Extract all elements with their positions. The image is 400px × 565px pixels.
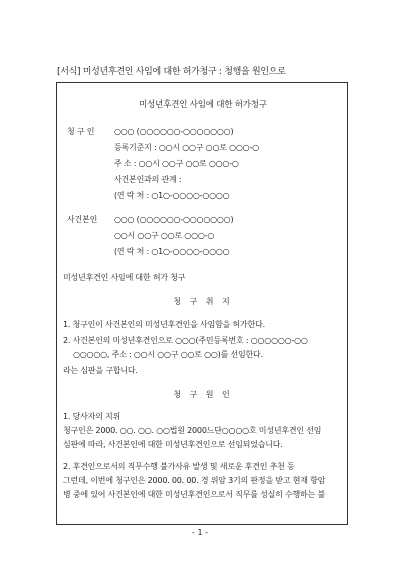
- cause-section-2-line-2: 병 중에 있어 사건본인에 대한 미성년후견인으로서 직무를 성실히 수행하는 불: [63, 490, 325, 499]
- claimant-domicile: 등록기준지 : ○○시 ○○구 ○○로 ○○○-○: [114, 143, 259, 152]
- cause-section-1-title: 1. 당사자의 지위: [63, 412, 121, 421]
- document-box: [56, 82, 348, 525]
- claimant-name-id: ○○○ (○○○○○○-○○○○○○○): [114, 127, 234, 136]
- cause-section-1-line-2: 심판에 따라, 사건본인에 대한 미성년후견인으로 선임되었습니다.: [63, 440, 283, 449]
- cause-section-2-title: 2. 후견인으로서의 직무수행 불가사유 발생 및 새로운 후견인 추천 등: [63, 462, 295, 471]
- purpose-item-1: 1. 청구인이 사건본인의 미성년후견인을 사임함을 허가한다.: [63, 320, 265, 329]
- claimant-contact: (연 락 처 : ○1○-○○○○-○○○○: [114, 191, 230, 200]
- subject-name-id: ○○○ (○○○○○○-○○○○○○○): [114, 215, 234, 224]
- purpose-item-2-line-1: 2. 사건본인의 미성년후견인으로 ○○○(주민등록번호 : ○○○○○○-○○: [63, 336, 308, 345]
- cause-section-2-line-1: 그런데, 이번에 청구인은 2000. 00. 00. 경 위암 3기의 판정을 받고 현재 항암: [63, 476, 326, 485]
- claimant-relation: 사건본인과의 관계 :: [114, 175, 182, 184]
- claimant-address: 주 소 : ○○시 ○○구 ○○로 ○○○-○: [114, 159, 239, 168]
- purpose-heading: 청 구 취 지: [173, 297, 233, 306]
- subject-contact: (연 락 처 : ○1○-○○○○-○○○○: [114, 247, 230, 256]
- page-number: - 1 -: [192, 528, 208, 537]
- cause-heading: 청 구 원 인: [173, 390, 233, 399]
- subject-address: ○○시 ○○구 ○○로 ○○○-○: [114, 231, 215, 240]
- purpose-closing: 라는 심판을 구합니다.: [63, 366, 138, 375]
- subject-label: 사건본인: [67, 215, 98, 224]
- form-label: [서식] 미성년후견인 사임에 대한 허가청구 : 청행을 원인으로: [57, 67, 286, 77]
- document-title: 미성년후견인 사임에 대한 허가청구: [139, 100, 267, 110]
- case-title: 미성년후견인 사임에 대한 허가 청구: [63, 273, 186, 282]
- claimant-label: 청 구 인: [67, 127, 95, 136]
- cause-section-1-line-1: 청구인은 2000. ○○. ○○. ○○법원 2000느단○○○○호 미성년후견인 선임: [63, 426, 322, 435]
- purpose-item-2-line-2: ○○○○○, 주소 : ○○시 ○○구 ○○로 ○○)를 선임한다.: [73, 350, 263, 359]
